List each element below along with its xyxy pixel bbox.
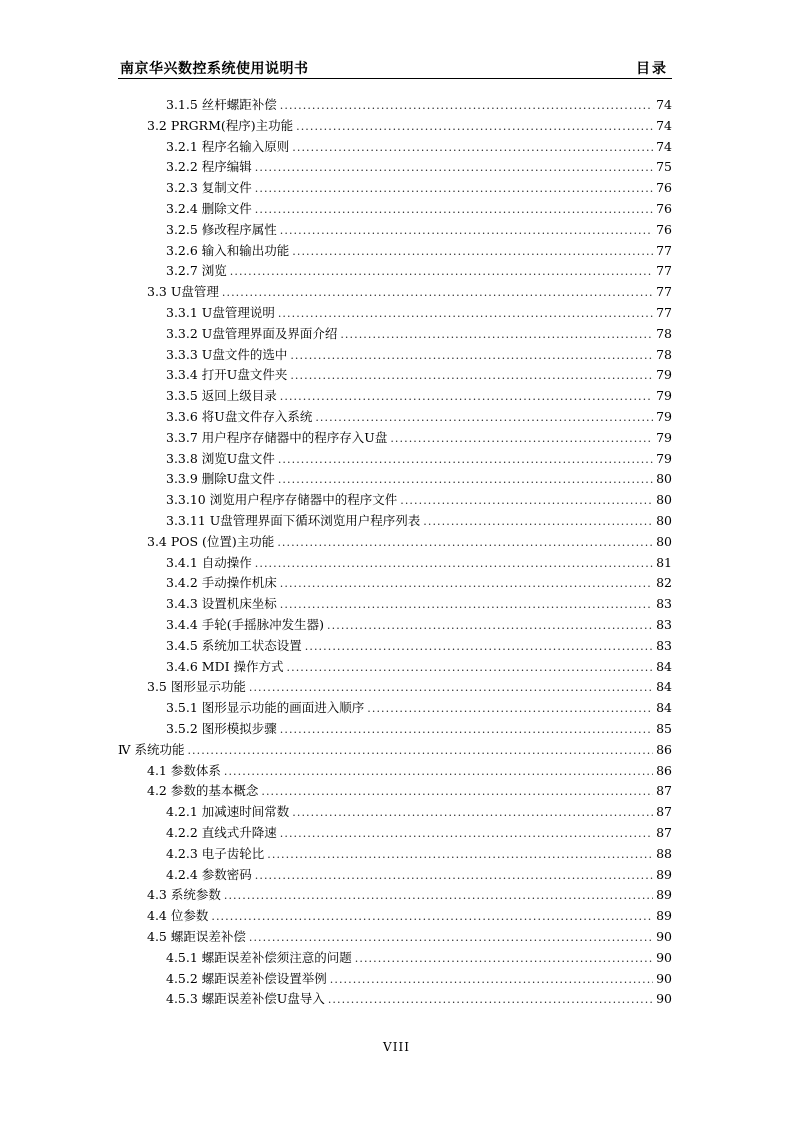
toc-dot-leader (280, 390, 653, 404)
toc-dot-leader (330, 973, 653, 987)
toc-entry[interactable] (166, 467, 672, 487)
toc-entry-label: 3.3.1 U盘管理说明 (166, 305, 275, 320)
toc-dot-leader (261, 785, 653, 799)
toc-entry-page: 80 (656, 471, 672, 487)
toc-dot-leader (255, 203, 653, 217)
toc-entry-label: 3.4 POS (位置)主功能 (147, 533, 275, 549)
toc-entry[interactable] (166, 426, 672, 446)
toc-entry[interactable] (166, 93, 672, 113)
section-title: 目录 (636, 61, 668, 77)
toc-entry[interactable] (147, 530, 672, 550)
toc-entry[interactable] (166, 259, 672, 279)
toc-entry-page: 89 (656, 866, 672, 882)
toc-entry-label: 3.2.6 输入和输出功能 (166, 242, 290, 258)
toc-entry-page: 88 (656, 845, 672, 861)
toc-entry[interactable] (166, 987, 672, 1007)
toc-entry-label: 3.3 U盘管理 (147, 284, 219, 300)
toc-entry[interactable] (166, 571, 672, 591)
toc-dot-leader (277, 536, 653, 550)
toc-entry-page: 86 (656, 762, 672, 778)
toc-dot-leader (187, 744, 653, 758)
toc-entry-page: 90 (656, 929, 672, 944)
toc-entry-page: 81 (656, 554, 672, 570)
toc-entry-label: 4.5.1 螺距误差补偿须注意的问题 (166, 949, 352, 965)
toc-entry-page: 77 (656, 242, 672, 258)
toc-entry-page: 90 (656, 991, 672, 1007)
toc-entry[interactable] (166, 967, 672, 987)
toc-dot-leader (211, 910, 653, 924)
toc-entry-label: 4.5.3 螺距误差补偿U盘导入 (166, 991, 325, 1007)
toc-entry-page: 80 (656, 533, 672, 549)
toc-entry-page: 84 (656, 658, 672, 674)
toc-entry-page: 89 (656, 908, 672, 924)
toc-entry-label: 3.1.5 丝杆螺距补偿 (166, 97, 277, 112)
toc-dot-leader (280, 224, 653, 238)
toc-entry[interactable] (166, 218, 672, 238)
toc-entry-label: 3.2.4 删除文件 (166, 201, 252, 216)
toc-dot-leader (290, 349, 653, 363)
toc-entry-page: 84 (656, 679, 672, 695)
toc-dot-leader (390, 432, 653, 446)
toc-entry-page: 74 (656, 117, 672, 133)
toc-entry[interactable] (166, 800, 672, 820)
toc-entry-page: 78 (656, 325, 672, 341)
toc-entry[interactable] (166, 239, 672, 259)
toc-entry-page: 84 (656, 700, 672, 716)
toc-entry-label: 3.5.1 图形显示功能的画面进入顺序 (166, 700, 365, 716)
toc-entry[interactable] (147, 925, 672, 945)
toc-dot-leader (230, 265, 653, 279)
toc-entry[interactable] (166, 363, 672, 383)
toc-entry[interactable] (166, 343, 672, 363)
toc-entry-page: 75 (656, 159, 672, 175)
toc-dot-leader (355, 952, 653, 966)
toc-entry[interactable] (166, 634, 672, 654)
toc-entry[interactable] (166, 696, 672, 716)
document-title: 南京华兴数控系统使用说明书 (120, 61, 309, 77)
toc-entry[interactable] (166, 946, 672, 966)
toc-entry[interactable] (166, 301, 672, 321)
toc-entry-label: 3.3.4 打开U盘文件夹 (166, 367, 288, 383)
toc-entry-label: 4.2 参数的基本概念 (147, 783, 259, 799)
toc-entry-page: 76 (656, 180, 672, 196)
toc-dot-leader (255, 557, 653, 571)
toc-entry[interactable] (166, 197, 672, 217)
toc-dot-leader (278, 453, 653, 467)
toc-entry-label: 4.2.2 直线式升降速 (166, 825, 277, 840)
toc-entry-label: 4.2.4 参数密码 (166, 866, 252, 882)
toc-entry[interactable] (147, 759, 672, 779)
toc-entry-label: 3.4.2 手动操作机床 (166, 575, 277, 591)
toc-entry-label: 3.4.4 手轮(手摇脉冲发生器) (166, 617, 325, 632)
toc-dot-leader (296, 120, 653, 134)
toc-entry[interactable] (147, 675, 672, 695)
toc-entry-label: 4.2.1 加减速时间常数 (166, 804, 290, 820)
toc-dot-leader (292, 806, 653, 820)
toc-dot-leader (280, 723, 653, 737)
toc-dot-leader (328, 993, 653, 1007)
toc-entry-page: 76 (656, 201, 672, 216)
toc-entry[interactable] (166, 551, 672, 571)
toc-dot-leader (315, 411, 653, 425)
toc-entry-label: 3.2.2 程序编辑 (166, 159, 252, 175)
toc-entry[interactable] (166, 655, 672, 675)
toc-entry-label: 3.2.7 浏览 (166, 263, 227, 279)
toc-entry[interactable] (166, 821, 672, 841)
toc-dot-leader (287, 661, 653, 675)
toc-entry-page: 90 (656, 970, 672, 986)
toc-dot-leader (280, 577, 653, 591)
toc-entry-label: 3.3.5 返回上级目录 (166, 388, 277, 404)
toc-dot-leader (267, 848, 653, 862)
toc-entry[interactable] (118, 738, 672, 758)
toc-entry-page: 87 (656, 804, 672, 820)
toc-dot-leader (423, 515, 653, 529)
toc-entry[interactable] (166, 176, 672, 196)
toc-entry-page: 79 (656, 450, 672, 466)
toc-entry-label: 4.5.2 螺距误差补偿设置举例 (166, 970, 327, 986)
toc-entry[interactable] (166, 613, 672, 633)
toc-entry[interactable] (166, 405, 672, 425)
toc-entry-label: Ⅳ 系统功能 (118, 741, 185, 757)
toc-entry-label: 3.4.6 MDI 操作方式 (166, 658, 284, 674)
toc-entry-page: 74 (656, 97, 672, 112)
toc-entry[interactable] (147, 280, 672, 300)
toc-entry[interactable] (166, 155, 672, 175)
toc-entry-page: 79 (656, 367, 672, 383)
toc-entry[interactable] (147, 883, 672, 903)
toc-entry[interactable] (166, 488, 672, 508)
toc-dot-leader (255, 182, 653, 196)
toc-entry-page: 79 (656, 409, 672, 424)
toc-dot-leader (222, 286, 653, 300)
toc-dot-leader (224, 765, 653, 779)
toc-entry-label: 4.2.3 电子齿轮比 (166, 845, 265, 861)
toc-entry[interactable] (166, 509, 672, 529)
toc-entry-label: 3.3.3 U盘文件的选中 (166, 346, 288, 362)
toc-entry-page: 82 (656, 575, 672, 591)
toc-entry-page: 83 (656, 617, 672, 632)
toc-entry-page: 80 (656, 513, 672, 528)
toc-dot-leader (278, 473, 653, 487)
toc-entry-label: 3.2.1 程序名输入原则 (166, 138, 290, 154)
toc-dot-leader (224, 889, 653, 903)
toc-entry-page: 83 (656, 596, 672, 612)
toc-entry-page: 83 (656, 637, 672, 653)
toc-entry[interactable] (166, 447, 672, 467)
toc-dot-leader (292, 245, 653, 259)
toc-dot-leader (327, 619, 653, 633)
toc-entry-label: 3.4.1 自动操作 (166, 554, 252, 570)
toc-dot-leader (340, 328, 653, 342)
toc-entry-page: 74 (656, 138, 672, 154)
toc-entry-page: 77 (656, 284, 672, 300)
toc-entry-label: 3.3.9 删除U盘文件 (166, 471, 275, 487)
toc-entry-label: 3.2.3 复制文件 (166, 180, 252, 196)
toc-entry-page: 77 (656, 263, 672, 279)
toc-entry-label: 4.3 系统参数 (147, 887, 221, 903)
toc-dot-leader (249, 681, 653, 695)
toc-entry-page: 86 (656, 741, 672, 757)
toc-dot-leader (280, 827, 653, 841)
toc-entry-page: 76 (656, 221, 672, 237)
toc-entry[interactable] (166, 842, 672, 862)
toc-entry-page: 77 (656, 305, 672, 320)
page-number: VIII (383, 1040, 410, 1054)
toc-dot-leader (255, 869, 653, 883)
toc-entry-label: 3.2 PRGRM(程序)主功能 (147, 117, 294, 133)
toc-entry-label: 3.5.2 图形模拟步骤 (166, 721, 277, 736)
toc-entry-label: 4.4 位参数 (147, 908, 209, 924)
toc-entry-label: 3.3.6 将U盘文件存入系统 (166, 409, 313, 424)
toc-dot-leader (400, 494, 653, 508)
toc-dot-leader (255, 161, 653, 175)
toc-entry-page: 79 (656, 388, 672, 404)
toc-entry-label: 3.3.2 U盘管理界面及界面介绍 (166, 325, 338, 341)
toc-entry-label: 3.3.7 用户程序存储器中的程序存入U盘 (166, 429, 388, 445)
toc-entry-label: 3.2.5 修改程序属性 (166, 221, 277, 237)
toc-entry-page: 78 (656, 346, 672, 362)
toc-entry-label: 3.3.8 浏览U盘文件 (166, 450, 275, 466)
toc-entry[interactable] (147, 904, 672, 924)
toc-entry-page: 89 (656, 887, 672, 903)
toc-entry-label: 4.5 螺距误差补偿 (147, 929, 246, 944)
toc-entry[interactable] (166, 863, 672, 883)
toc-dot-leader (280, 598, 653, 612)
toc-entry[interactable] (166, 322, 672, 342)
toc-entry-label: 4.1 参数体系 (147, 762, 221, 778)
toc-entry[interactable] (147, 779, 672, 799)
toc-entry-page: 79 (656, 429, 672, 445)
toc-entry-page: 87 (656, 825, 672, 840)
toc-entry-label: 3.5 图形显示功能 (147, 679, 246, 695)
toc-entry-page: 85 (656, 721, 672, 736)
toc-entry[interactable] (147, 114, 672, 134)
toc-dot-leader (280, 99, 653, 113)
toc-entry-label: 3.4.3 设置机床坐标 (166, 596, 277, 612)
toc-entry-label: 3.3.10 浏览用户程序存储器中的程序文件 (166, 492, 398, 508)
toc-entry-page: 80 (656, 492, 672, 508)
toc-entry-page: 90 (656, 949, 672, 965)
toc-entry-label: 3.4.5 系统加工状态设置 (166, 637, 302, 653)
toc-entry[interactable] (166, 592, 672, 612)
toc-dot-leader (367, 702, 653, 716)
page-header (118, 58, 672, 79)
toc-entry[interactable] (166, 135, 672, 155)
toc-dot-leader (290, 369, 653, 383)
toc-dot-leader (305, 640, 653, 654)
toc-entry[interactable] (166, 717, 672, 737)
toc-dot-leader (249, 931, 653, 945)
toc-dot-leader (292, 141, 653, 155)
toc-dot-leader (278, 307, 653, 321)
toc-entry-page: 87 (656, 783, 672, 799)
toc-entry-label: 3.3.11 U盘管理界面下循环浏览用户程序列表 (166, 513, 421, 528)
toc-entry[interactable] (166, 384, 672, 404)
